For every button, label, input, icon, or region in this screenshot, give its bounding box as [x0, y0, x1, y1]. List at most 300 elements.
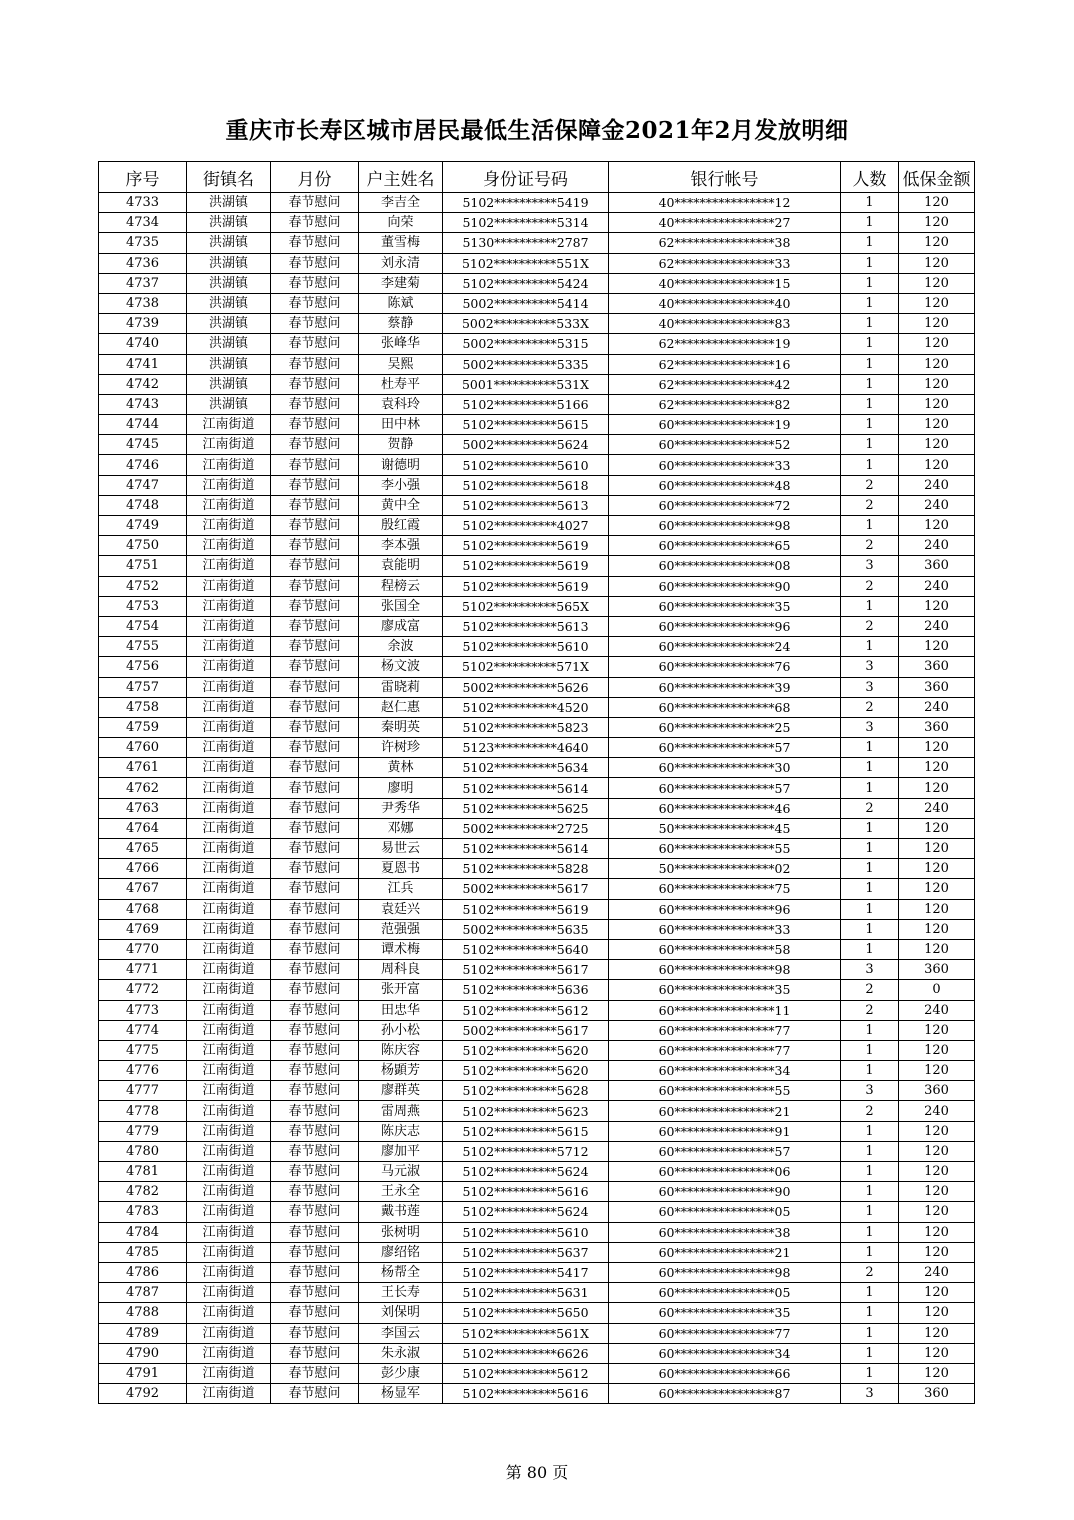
cell-householder: 易世云 — [359, 839, 443, 859]
table-row — [99, 596, 975, 616]
cell-amount: 360 — [899, 677, 975, 697]
cell-amount: 240 — [899, 798, 975, 818]
cell-bank-account: 60****************72 — [609, 495, 841, 515]
cell-month: 春节慰问 — [271, 1323, 359, 1343]
cell-id-number: 5102**********5625 — [443, 798, 609, 818]
cell-id-number: 5102**********5616 — [443, 1182, 609, 1202]
cell-bank-account: 62****************38 — [609, 233, 841, 253]
cell-index: 4734 — [99, 213, 187, 233]
cell-bank-account: 60****************35 — [609, 596, 841, 616]
cell-id-number: 5102**********5614 — [443, 839, 609, 859]
cell-bank-account: 60****************19 — [609, 415, 841, 435]
cell-town: 江南街道 — [187, 879, 271, 899]
cell-persons: 1 — [841, 899, 899, 919]
cell-town: 江南街道 — [187, 1262, 271, 1282]
cell-amount: 240 — [899, 576, 975, 596]
cell-id-number: 5102**********5650 — [443, 1303, 609, 1323]
cell-householder: 贺静 — [359, 435, 443, 455]
col-header-amount: 低保金额 — [899, 162, 975, 193]
cell-persons: 1 — [841, 273, 899, 293]
cell-index: 4762 — [99, 778, 187, 798]
cell-bank-account: 60****************66 — [609, 1363, 841, 1383]
cell-index: 4765 — [99, 839, 187, 859]
cell-month: 春节慰问 — [271, 1363, 359, 1383]
cell-householder: 杜寿平 — [359, 374, 443, 394]
cell-town: 江南街道 — [187, 939, 271, 959]
cell-month: 春节慰问 — [271, 536, 359, 556]
cell-month: 春节慰问 — [271, 556, 359, 576]
cell-persons: 2 — [841, 475, 899, 495]
cell-amount: 360 — [899, 657, 975, 677]
table-row — [99, 1363, 975, 1383]
cell-town: 江南街道 — [187, 536, 271, 556]
cell-persons: 1 — [841, 435, 899, 455]
cell-index: 4780 — [99, 1141, 187, 1161]
cell-index: 4753 — [99, 596, 187, 616]
cell-bank-account: 60****************77 — [609, 1323, 841, 1343]
cell-index: 4754 — [99, 616, 187, 636]
cell-householder: 陈庆容 — [359, 1040, 443, 1060]
cell-amount: 120 — [899, 637, 975, 657]
cell-town: 江南街道 — [187, 455, 271, 475]
cell-month: 春节慰问 — [271, 293, 359, 313]
cell-id-number: 5102**********5620 — [443, 1040, 609, 1060]
cell-householder: 谭术梅 — [359, 939, 443, 959]
cell-town: 江南街道 — [187, 798, 271, 818]
cell-month: 春节慰问 — [271, 1081, 359, 1101]
col-header-month: 月份 — [271, 162, 359, 193]
cell-bank-account: 60****************76 — [609, 657, 841, 677]
col-header-persons: 人数 — [841, 162, 899, 193]
cell-persons: 2 — [841, 980, 899, 1000]
cell-town: 江南街道 — [187, 1101, 271, 1121]
cell-amount: 120 — [899, 516, 975, 536]
cell-persons: 1 — [841, 1162, 899, 1182]
cell-bank-account: 62****************16 — [609, 354, 841, 374]
table-row — [99, 516, 975, 536]
table-row — [99, 980, 975, 1000]
cell-amount: 120 — [899, 354, 975, 374]
cell-amount: 120 — [899, 1061, 975, 1081]
cell-town: 江南街道 — [187, 1141, 271, 1161]
cell-town: 江南街道 — [187, 818, 271, 838]
cell-index: 4785 — [99, 1242, 187, 1262]
cell-town: 江南街道 — [187, 616, 271, 636]
cell-id-number: 5102**********5620 — [443, 1061, 609, 1081]
cell-index: 4779 — [99, 1121, 187, 1141]
cell-persons: 1 — [841, 415, 899, 435]
cell-persons: 2 — [841, 697, 899, 717]
cell-town: 江南街道 — [187, 1343, 271, 1363]
cell-index: 4750 — [99, 536, 187, 556]
cell-householder: 田忠华 — [359, 1000, 443, 1020]
cell-town: 洪湖镇 — [187, 253, 271, 273]
table-row — [99, 1020, 975, 1040]
cell-id-number: 5102**********5624 — [443, 1202, 609, 1222]
cell-town: 江南街道 — [187, 1182, 271, 1202]
cell-householder: 马元淑 — [359, 1162, 443, 1182]
cell-bank-account: 60****************98 — [609, 516, 841, 536]
table-row — [99, 455, 975, 475]
cell-month: 春节慰问 — [271, 980, 359, 1000]
cell-id-number: 5102**********5314 — [443, 213, 609, 233]
cell-id-number: 5002**********5617 — [443, 879, 609, 899]
cell-persons: 1 — [841, 334, 899, 354]
cell-town: 江南街道 — [187, 1384, 271, 1404]
cell-persons: 1 — [841, 758, 899, 778]
cell-town: 江南街道 — [187, 1000, 271, 1020]
cell-index: 4735 — [99, 233, 187, 253]
table-row — [99, 939, 975, 959]
cell-householder: 戴书莲 — [359, 1202, 443, 1222]
table-row — [99, 1141, 975, 1161]
cell-persons: 1 — [841, 1061, 899, 1081]
cell-householder: 杨帮全 — [359, 1262, 443, 1282]
cell-householder: 周科良 — [359, 960, 443, 980]
cell-householder: 李国云 — [359, 1323, 443, 1343]
cell-town: 江南街道 — [187, 778, 271, 798]
cell-month: 春节慰问 — [271, 839, 359, 859]
table-row — [99, 213, 975, 233]
cell-householder: 夏恩书 — [359, 859, 443, 879]
cell-amount: 120 — [899, 415, 975, 435]
cell-month: 春节慰问 — [271, 415, 359, 435]
cell-bank-account: 60****************77 — [609, 1020, 841, 1040]
cell-index: 4733 — [99, 193, 187, 213]
cell-householder: 邓娜 — [359, 818, 443, 838]
cell-month: 春节慰问 — [271, 1222, 359, 1242]
cell-amount: 120 — [899, 939, 975, 959]
cell-town: 江南街道 — [187, 495, 271, 515]
cell-index: 4768 — [99, 899, 187, 919]
cell-index: 4756 — [99, 657, 187, 677]
cell-amount: 120 — [899, 213, 975, 233]
cell-id-number: 5102**********5613 — [443, 495, 609, 515]
cell-index: 4776 — [99, 1061, 187, 1081]
cell-bank-account: 60****************38 — [609, 1222, 841, 1242]
cell-bank-account: 60****************52 — [609, 435, 841, 455]
cell-index: 4746 — [99, 455, 187, 475]
cell-town: 江南街道 — [187, 899, 271, 919]
cell-town: 江南街道 — [187, 839, 271, 859]
cell-id-number: 5102**********5615 — [443, 415, 609, 435]
cell-town: 江南街道 — [187, 475, 271, 495]
cell-persons: 1 — [841, 839, 899, 859]
cell-bank-account: 40****************15 — [609, 273, 841, 293]
cell-index: 4788 — [99, 1303, 187, 1323]
cell-persons: 1 — [841, 314, 899, 334]
cell-month: 春节慰问 — [271, 738, 359, 758]
table-row — [99, 1323, 975, 1343]
cell-householder: 廖群英 — [359, 1081, 443, 1101]
cell-householder: 董雪梅 — [359, 233, 443, 253]
cell-persons: 1 — [841, 1182, 899, 1202]
cell-index: 4784 — [99, 1222, 187, 1242]
cell-amount: 120 — [899, 1283, 975, 1303]
cell-id-number: 5102**********5615 — [443, 1121, 609, 1141]
cell-amount: 240 — [899, 1000, 975, 1020]
cell-index: 4738 — [99, 293, 187, 313]
cell-month: 春节慰问 — [271, 1262, 359, 1282]
cell-town: 江南街道 — [187, 697, 271, 717]
cell-month: 春节慰问 — [271, 334, 359, 354]
cell-amount: 360 — [899, 717, 975, 737]
cell-id-number: 5102**********5619 — [443, 556, 609, 576]
cell-persons: 2 — [841, 576, 899, 596]
cell-id-number: 5102**********5619 — [443, 536, 609, 556]
cell-amount: 240 — [899, 1262, 975, 1282]
cell-index: 4740 — [99, 334, 187, 354]
table-row — [99, 879, 975, 899]
cell-month: 春节慰问 — [271, 576, 359, 596]
cell-persons: 1 — [841, 293, 899, 313]
cell-householder: 吴熙 — [359, 354, 443, 374]
cell-householder: 廖绍铭 — [359, 1242, 443, 1262]
cell-town: 江南街道 — [187, 960, 271, 980]
cell-index: 4773 — [99, 1000, 187, 1020]
cell-bank-account: 60****************46 — [609, 798, 841, 818]
cell-index: 4744 — [99, 415, 187, 435]
cell-month: 春节慰问 — [271, 1303, 359, 1323]
cell-month: 春节慰问 — [271, 596, 359, 616]
cell-persons: 1 — [841, 1242, 899, 1262]
cell-bank-account: 60****************33 — [609, 455, 841, 475]
cell-amount: 120 — [899, 314, 975, 334]
cell-persons: 1 — [841, 213, 899, 233]
cell-month: 春节慰问 — [271, 697, 359, 717]
cell-town: 洪湖镇 — [187, 334, 271, 354]
cell-month: 春节慰问 — [271, 717, 359, 737]
cell-persons: 1 — [841, 879, 899, 899]
cell-amount: 120 — [899, 1303, 975, 1323]
cell-householder: 袁能明 — [359, 556, 443, 576]
cell-householder: 王长寿 — [359, 1283, 443, 1303]
cell-town: 江南街道 — [187, 415, 271, 435]
cell-persons: 1 — [841, 1202, 899, 1222]
table-row — [99, 394, 975, 414]
cell-id-number: 5123**********4640 — [443, 738, 609, 758]
cell-id-number: 5102**********5623 — [443, 1101, 609, 1121]
cell-month: 春节慰问 — [271, 1162, 359, 1182]
cell-index: 4778 — [99, 1101, 187, 1121]
cell-amount: 120 — [899, 253, 975, 273]
cell-id-number: 5102**********5619 — [443, 899, 609, 919]
table-row — [99, 738, 975, 758]
table-row — [99, 637, 975, 657]
cell-persons: 3 — [841, 556, 899, 576]
cell-index: 4748 — [99, 495, 187, 515]
table-row — [99, 899, 975, 919]
cell-amount: 120 — [899, 839, 975, 859]
table-row — [99, 1222, 975, 1242]
cell-householder: 陈斌 — [359, 293, 443, 313]
cell-id-number: 5002**********533X — [443, 314, 609, 334]
table-row — [99, 576, 975, 596]
cell-householder: 杨显军 — [359, 1384, 443, 1404]
cell-index: 4749 — [99, 516, 187, 536]
cell-persons: 1 — [841, 596, 899, 616]
cell-householder: 袁廷兴 — [359, 899, 443, 919]
cell-month: 春节慰问 — [271, 374, 359, 394]
cell-id-number: 5102**********5614 — [443, 778, 609, 798]
cell-id-number: 5002**********5624 — [443, 435, 609, 455]
cell-month: 春节慰问 — [271, 1000, 359, 1020]
cell-householder: 黄中全 — [359, 495, 443, 515]
cell-month: 春节慰问 — [271, 273, 359, 293]
cell-bank-account: 60****************55 — [609, 1081, 841, 1101]
col-header-householder: 户主姓名 — [359, 162, 443, 193]
cell-persons: 1 — [841, 738, 899, 758]
cell-householder: 李小强 — [359, 475, 443, 495]
cell-month: 春节慰问 — [271, 354, 359, 374]
cell-index: 4781 — [99, 1162, 187, 1182]
cell-amount: 120 — [899, 1121, 975, 1141]
cell-persons: 1 — [841, 818, 899, 838]
table-row — [99, 354, 975, 374]
table-row — [99, 1303, 975, 1323]
cell-amount: 240 — [899, 475, 975, 495]
table-row — [99, 1283, 975, 1303]
cell-town: 江南街道 — [187, 1081, 271, 1101]
cell-amount: 120 — [899, 758, 975, 778]
cell-persons: 1 — [841, 455, 899, 475]
cell-persons: 3 — [841, 717, 899, 737]
cell-bank-account: 60****************57 — [609, 778, 841, 798]
cell-id-number: 5002**********5315 — [443, 334, 609, 354]
cell-id-number: 5102**********5823 — [443, 717, 609, 737]
cell-id-number: 5102**********5612 — [443, 1363, 609, 1383]
cell-bank-account: 60****************68 — [609, 697, 841, 717]
cell-persons: 1 — [841, 1040, 899, 1060]
cell-id-number: 5102**********5616 — [443, 1384, 609, 1404]
cell-id-number: 5002**********5335 — [443, 354, 609, 374]
cell-amount: 120 — [899, 1202, 975, 1222]
cell-month: 春节慰问 — [271, 899, 359, 919]
cell-index: 4769 — [99, 919, 187, 939]
cell-town: 江南街道 — [187, 1061, 271, 1081]
cell-amount: 120 — [899, 193, 975, 213]
cell-bank-account: 50****************45 — [609, 818, 841, 838]
table-row — [99, 798, 975, 818]
table-row — [99, 960, 975, 980]
cell-id-number: 5102**********5619 — [443, 576, 609, 596]
table-row — [99, 717, 975, 737]
header-row — [99, 162, 975, 193]
table-row — [99, 1061, 975, 1081]
cell-town: 江南街道 — [187, 1242, 271, 1262]
cell-bank-account: 60****************90 — [609, 576, 841, 596]
table-row — [99, 495, 975, 515]
cell-householder: 朱永淑 — [359, 1343, 443, 1363]
table-row — [99, 919, 975, 939]
cell-bank-account: 60****************33 — [609, 919, 841, 939]
cell-index: 4792 — [99, 1384, 187, 1404]
cell-town: 江南街道 — [187, 677, 271, 697]
cell-householder: 廖成富 — [359, 616, 443, 636]
col-header-town: 街镇名 — [187, 162, 271, 193]
cell-amount: 120 — [899, 1182, 975, 1202]
cell-amount: 120 — [899, 273, 975, 293]
table-row — [99, 314, 975, 334]
cell-bank-account: 60****************39 — [609, 677, 841, 697]
cell-id-number: 5102**********5613 — [443, 616, 609, 636]
cell-persons: 1 — [841, 1121, 899, 1141]
cell-month: 春节慰问 — [271, 677, 359, 697]
cell-index: 4759 — [99, 717, 187, 737]
cell-persons: 1 — [841, 516, 899, 536]
cell-bank-account: 60****************05 — [609, 1202, 841, 1222]
cell-bank-account: 60****************90 — [609, 1182, 841, 1202]
cell-householder: 李吉全 — [359, 193, 443, 213]
cell-town: 洪湖镇 — [187, 213, 271, 233]
cell-town: 江南街道 — [187, 738, 271, 758]
cell-persons: 1 — [841, 253, 899, 273]
cell-town: 洪湖镇 — [187, 374, 271, 394]
cell-householder: 廖明 — [359, 778, 443, 798]
cell-bank-account: 60****************21 — [609, 1101, 841, 1121]
cell-bank-account: 62****************42 — [609, 374, 841, 394]
cell-index: 4757 — [99, 677, 187, 697]
cell-index: 4777 — [99, 1081, 187, 1101]
cell-householder: 向荣 — [359, 213, 443, 233]
cell-id-number: 5002**********5617 — [443, 1020, 609, 1040]
cell-town: 江南街道 — [187, 1202, 271, 1222]
cell-month: 春节慰问 — [271, 1061, 359, 1081]
cell-amount: 360 — [899, 1384, 975, 1404]
cell-persons: 1 — [841, 637, 899, 657]
cell-index: 4763 — [99, 798, 187, 818]
cell-persons: 2 — [841, 616, 899, 636]
cell-amount: 120 — [899, 374, 975, 394]
cell-persons: 2 — [841, 1262, 899, 1282]
table-row — [99, 1000, 975, 1020]
table-row — [99, 697, 975, 717]
cell-id-number: 5102**********5631 — [443, 1283, 609, 1303]
cell-index: 4786 — [99, 1262, 187, 1282]
cell-month: 春节慰问 — [271, 657, 359, 677]
cell-householder: 范强强 — [359, 919, 443, 939]
cell-index: 4752 — [99, 576, 187, 596]
cell-persons: 1 — [841, 233, 899, 253]
cell-bank-account: 60****************96 — [609, 616, 841, 636]
table-row — [99, 435, 975, 455]
cell-bank-account: 60****************77 — [609, 1040, 841, 1060]
cell-persons: 1 — [841, 1323, 899, 1343]
table-row — [99, 193, 975, 213]
cell-bank-account: 60****************96 — [609, 899, 841, 919]
table-row — [99, 657, 975, 677]
cell-persons: 3 — [841, 960, 899, 980]
cell-householder: 张国全 — [359, 596, 443, 616]
cell-index: 4760 — [99, 738, 187, 758]
cell-month: 春节慰问 — [271, 919, 359, 939]
cell-town: 江南街道 — [187, 717, 271, 737]
cell-month: 春节慰问 — [271, 637, 359, 657]
cell-month: 春节慰问 — [271, 1182, 359, 1202]
cell-bank-account: 60****************35 — [609, 1303, 841, 1323]
cell-bank-account: 62****************33 — [609, 253, 841, 273]
cell-index: 4770 — [99, 939, 187, 959]
cell-index: 4771 — [99, 960, 187, 980]
cell-id-number: 5102**********5636 — [443, 980, 609, 1000]
cell-month: 春节慰问 — [271, 314, 359, 334]
payment-table — [98, 161, 975, 1404]
cell-town: 洪湖镇 — [187, 314, 271, 334]
cell-householder: 江兵 — [359, 879, 443, 899]
cell-householder: 雷晓莉 — [359, 677, 443, 697]
cell-amount: 120 — [899, 1343, 975, 1363]
cell-id-number: 5102**********5624 — [443, 1162, 609, 1182]
